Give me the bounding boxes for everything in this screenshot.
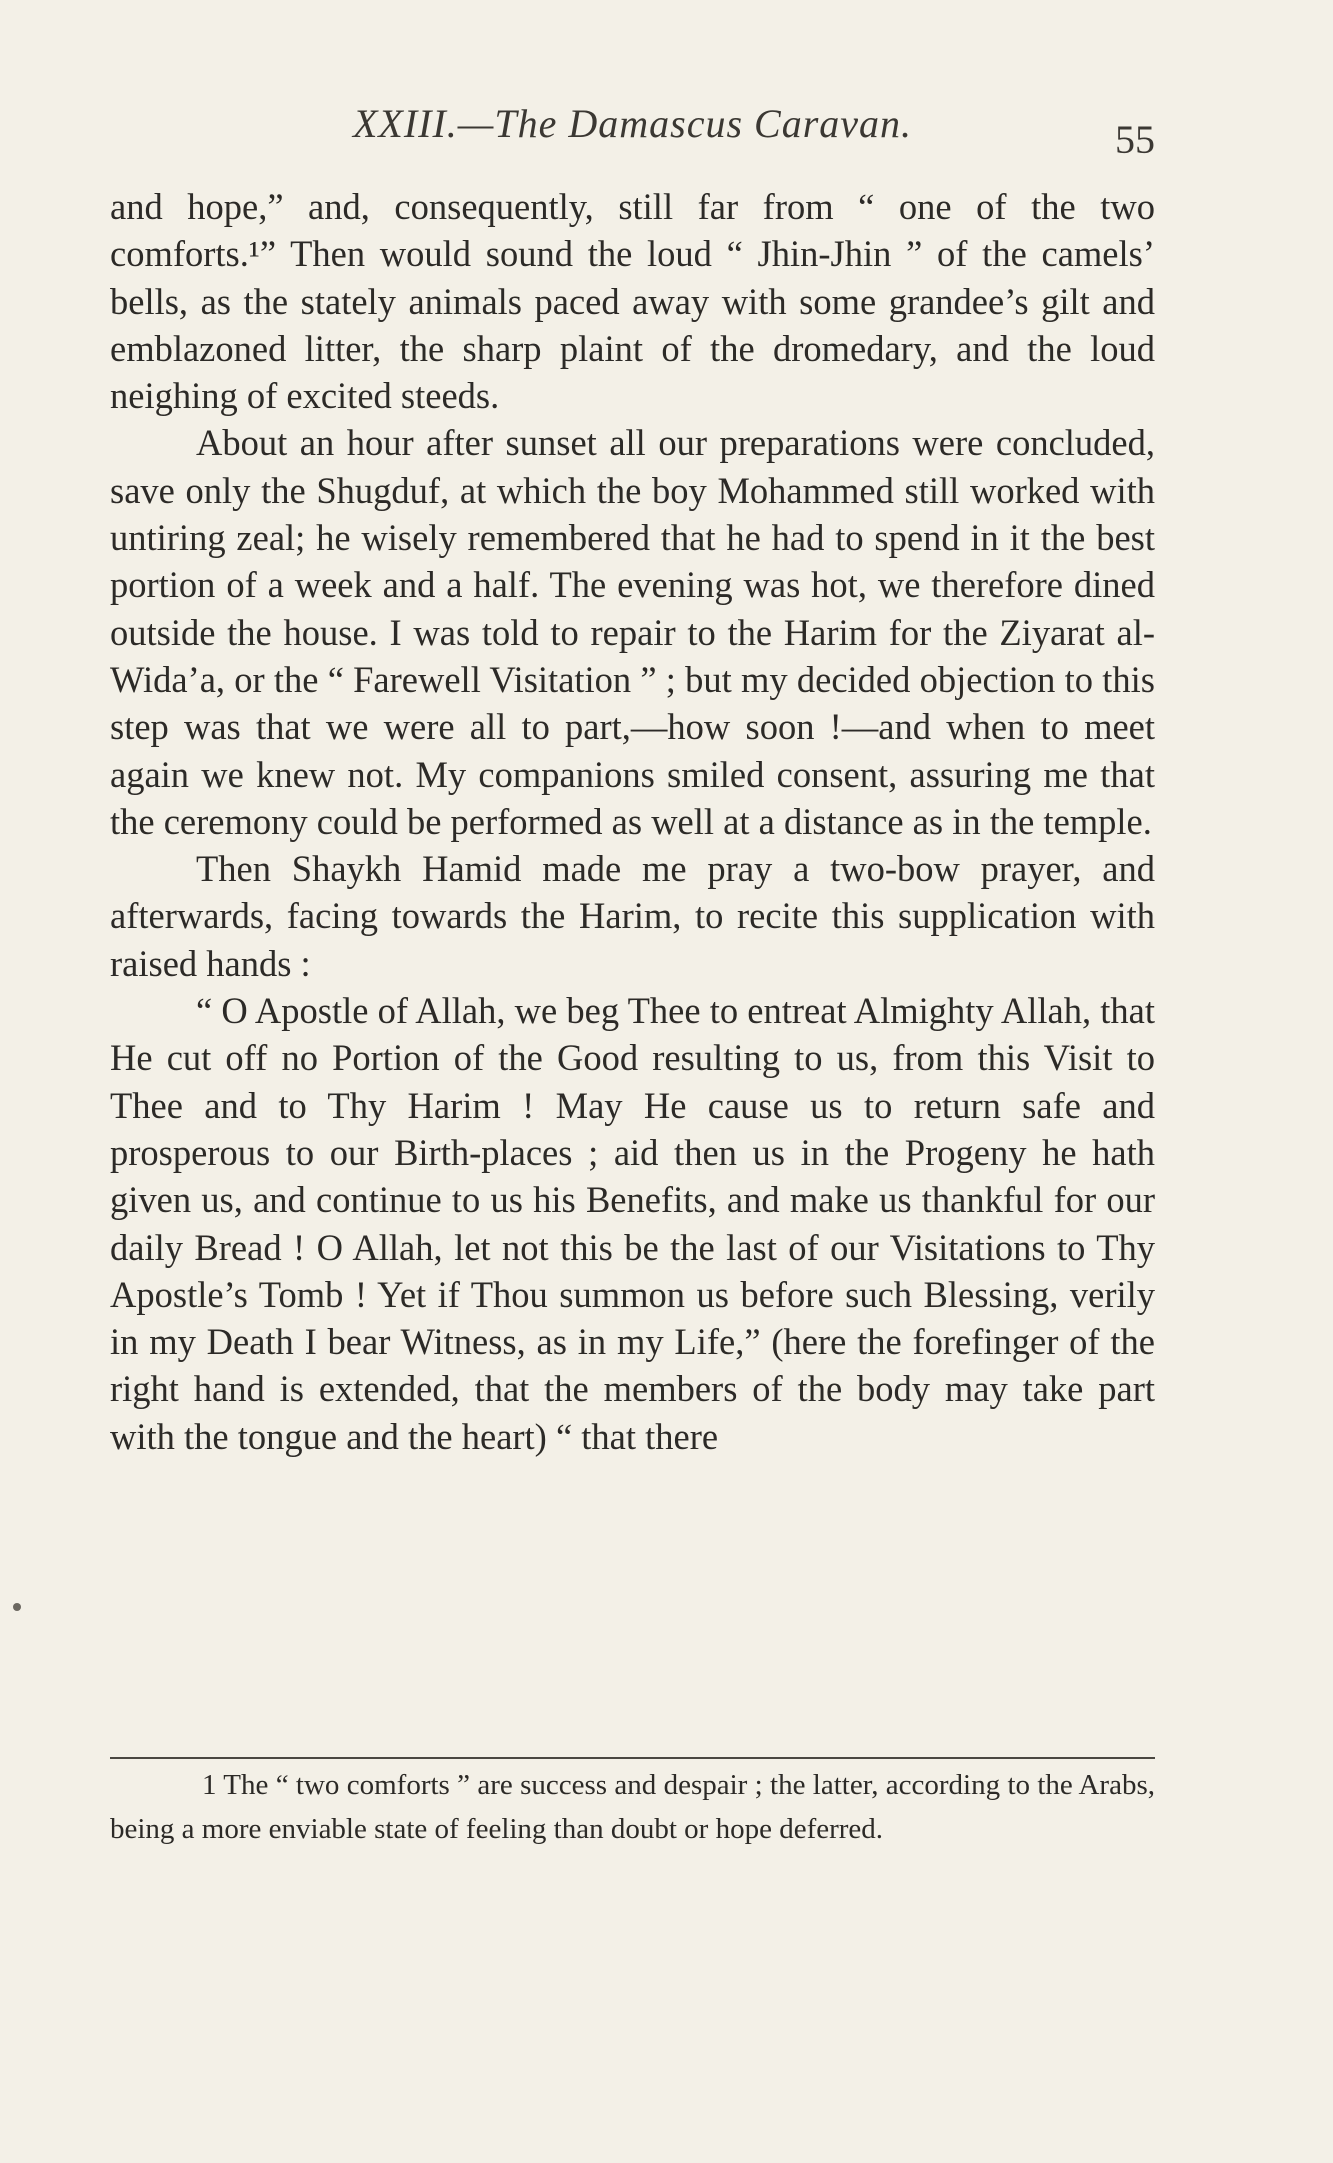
paper-speck bbox=[13, 1603, 21, 1611]
footnote bbox=[110, 1763, 1155, 1851]
footnote-text: 1 The “ two comforts ” are success and despair ; the latter, according to the Arabs, being a more enviable state of feeling than doubt or hope deferred. bbox=[110, 1769, 1155, 1845]
footnote-divider bbox=[110, 1757, 1155, 1759]
page-header bbox=[110, 100, 1155, 170]
body-text bbox=[110, 183, 1155, 1460]
page-number: 55 bbox=[1115, 117, 1155, 162]
paragraph-supplication: “ O Apostle of Allah, we beg Thee to entreat Almighty Allah, that He cut off no Portion of the Good resulting to us, from this Visit to Thee and to Thy Harim ! May He cause us to return safe and prosperous to our Birth-places ; aid then us in the Progeny he hath given us, and continue to us his Benefits, and make us thankful for our daily Bread ! O Allah, let not this be the last of our Visitations to Thy Apostle’s Tomb ! Yet if Thou summon us before such Blessing, verily in my Death I bear Witness, as in my Life,” (here the forefinger of the right hand is extended, that the members of the body may take part with the tongue and the heart) “ that there bbox=[110, 990, 1155, 1457]
paragraph-prayer: Then Shaykh Hamid made me pray a two-bow prayer, and afterwards, facing towards the Harim, to recite this supplication with raised hands : bbox=[110, 848, 1155, 984]
paragraph-continued: and hope,” and, consequently, still far from “ one of the two comforts.¹” Then would sound the loud “ Jhin-Jhin ” of the camels’ bells, as the stately animals paced away with some grandee’s gilt and emblazoned litter, the sharp plaint of the dromedary, and the loud neighing of excited steeds. bbox=[110, 186, 1155, 417]
running-title: XXIII.—The Damascus Caravan. bbox=[352, 101, 913, 146]
paragraph-preparations: About an hour after sunset all our preparations were concluded, save only the Shugduf, at which the boy Mohammed still worked with untiring zeal; he wisely remembered that he had to spend in it the best portion of a week and a half. The evening was hot, we therefore dined outside the house. I was told to repair to the Harim for the Ziyarat al-Wida’a, or the “ Farewell Visitation ” ; but my decided objection to this step was that we were all to part,—how soon !—and when to meet again we knew not. My companions smiled consent, assuring me that the ceremony could be performed as well at a distance as in the temple. bbox=[110, 422, 1155, 842]
